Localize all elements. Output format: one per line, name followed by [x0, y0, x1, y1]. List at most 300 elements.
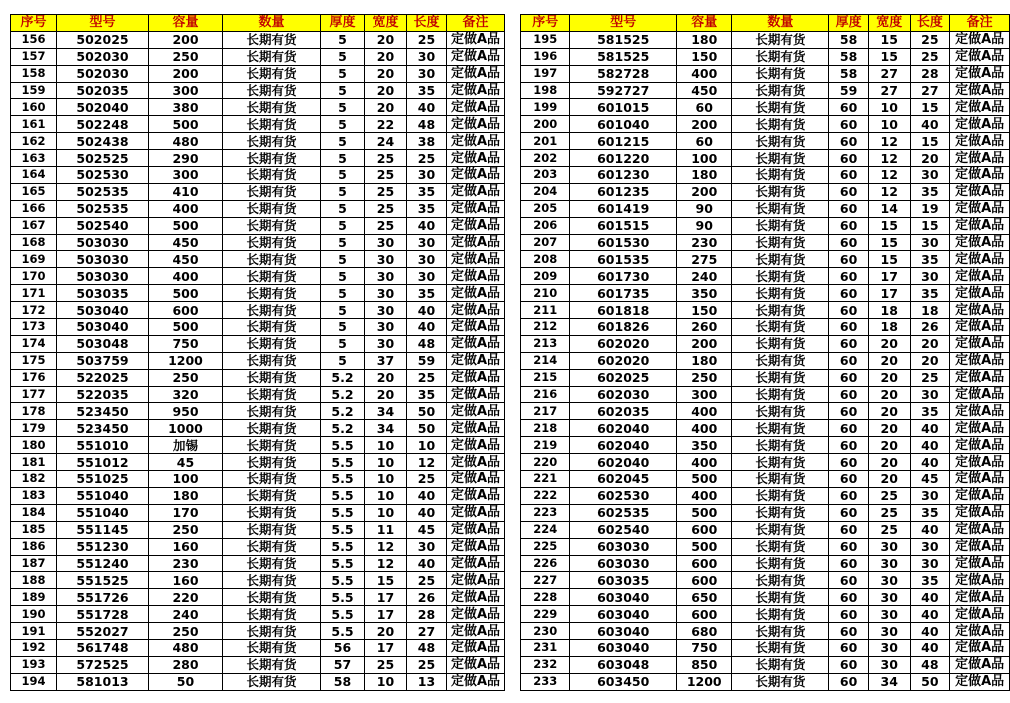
cell-quantity: 长期有货: [223, 639, 321, 656]
cell-seq: 220: [521, 454, 570, 471]
cell-thickness: 57: [321, 656, 365, 673]
cell-seq: 224: [521, 521, 570, 538]
cell-quantity: 长期有货: [223, 82, 321, 99]
cell-width: 15: [868, 31, 910, 48]
cell-thickness: 5.5: [321, 572, 365, 589]
header-row: [521, 15, 1010, 32]
cell-note: 定做A品: [447, 589, 505, 606]
cell-seq: 172: [11, 302, 57, 319]
cell-quantity: 长期有货: [732, 285, 829, 302]
cell-width: 20: [365, 386, 407, 403]
cell-length: 12: [407, 454, 447, 471]
cell-note: 定做A品: [950, 116, 1010, 133]
cell-note: 定做A品: [447, 386, 505, 403]
cell-thickness: 5: [321, 99, 365, 116]
cell-length: 15: [910, 99, 950, 116]
cell-note: 定做A品: [447, 673, 505, 690]
cell-thickness: 60: [829, 302, 869, 319]
cell-model: 601040: [570, 116, 677, 133]
cell-quantity: 长期有货: [732, 555, 829, 572]
cell-quantity: 长期有货: [732, 82, 829, 99]
cell-quantity: 长期有货: [732, 116, 829, 133]
cell-length: 35: [910, 285, 950, 302]
cell-width: 24: [365, 133, 407, 150]
cell-width: 25: [868, 487, 910, 504]
cell-model: 602025: [570, 369, 677, 386]
cell-quantity: 长期有货: [732, 639, 829, 656]
table-row: [521, 538, 1010, 555]
cell-model: 551040: [57, 487, 149, 504]
table-row: [11, 369, 505, 386]
cell-note: 定做A品: [950, 82, 1010, 99]
cell-quantity: 长期有货: [223, 606, 321, 623]
cell-width: 20: [868, 420, 910, 437]
cell-model: 551240: [57, 555, 149, 572]
cell-length: 20: [910, 352, 950, 369]
cell-length: 40: [910, 454, 950, 471]
cell-capacity: 加锡: [149, 437, 223, 454]
cell-length: 40: [407, 302, 447, 319]
cell-length: 48: [407, 116, 447, 133]
cell-note: 定做A品: [950, 639, 1010, 656]
cell-capacity: 240: [149, 606, 223, 623]
cell-capacity: 400: [149, 268, 223, 285]
cell-thickness: 5: [321, 133, 365, 150]
cell-width: 15: [868, 251, 910, 268]
cell-seq: 218: [521, 420, 570, 437]
table-row: [521, 335, 1010, 352]
cell-note: 定做A品: [950, 572, 1010, 589]
cell-quantity: 长期有货: [732, 504, 829, 521]
cell-length: 35: [910, 251, 950, 268]
cell-seq: 217: [521, 403, 570, 420]
cell-model: 561748: [57, 639, 149, 656]
cell-seq: 161: [11, 116, 57, 133]
cell-thickness: 60: [829, 572, 869, 589]
cell-capacity: 275: [677, 251, 732, 268]
cell-length: 35: [910, 403, 950, 420]
cell-width: 10: [365, 487, 407, 504]
cell-width: 12: [868, 150, 910, 167]
table-row: [521, 386, 1010, 403]
cell-width: 17: [868, 268, 910, 285]
cell-capacity: 300: [677, 386, 732, 403]
cell-length: 30: [910, 538, 950, 555]
cell-thickness: 5: [321, 31, 365, 48]
cell-length: 30: [910, 167, 950, 184]
cell-width: 17: [365, 606, 407, 623]
cell-capacity: 1200: [149, 352, 223, 369]
cell-model: 502040: [57, 99, 149, 116]
cell-width: 30: [868, 639, 910, 656]
cell-model: 581525: [570, 31, 677, 48]
cell-width: 12: [868, 183, 910, 200]
cell-length: 40: [910, 623, 950, 640]
cell-note: 定做A品: [950, 420, 1010, 437]
cell-seq: 159: [11, 82, 57, 99]
cell-length: 26: [407, 589, 447, 606]
cell-thickness: 60: [829, 606, 869, 623]
cell-quantity: 长期有货: [223, 572, 321, 589]
cell-width: 30: [868, 623, 910, 640]
cell-width: 30: [868, 572, 910, 589]
cell-model: 523450: [57, 420, 149, 437]
cell-thickness: 5: [321, 48, 365, 65]
cell-width: 37: [365, 352, 407, 369]
cell-model: 601730: [570, 268, 677, 285]
cell-model: 602540: [570, 521, 677, 538]
cell-thickness: 60: [829, 538, 869, 555]
cell-width: 20: [365, 369, 407, 386]
cell-width: 20: [365, 99, 407, 116]
cell-width: 27: [868, 82, 910, 99]
cell-thickness: 5: [321, 116, 365, 133]
cell-note: 定做A品: [950, 403, 1010, 420]
cell-capacity: 600: [677, 572, 732, 589]
cell-quantity: 长期有货: [223, 487, 321, 504]
cell-width: 34: [365, 420, 407, 437]
cell-thickness: 5.5: [321, 623, 365, 640]
cell-model: 502035: [57, 82, 149, 99]
cell-thickness: 5: [321, 234, 365, 251]
cell-width: 25: [365, 167, 407, 184]
cell-capacity: 230: [149, 555, 223, 572]
cell-quantity: 长期有货: [732, 200, 829, 217]
cell-thickness: 5.5: [321, 471, 365, 488]
cell-capacity: 500: [677, 504, 732, 521]
cell-note: 定做A品: [447, 234, 505, 251]
cell-width: 18: [868, 319, 910, 336]
cell-seq: 228: [521, 589, 570, 606]
cell-width: 30: [365, 268, 407, 285]
cell-note: 定做A品: [950, 319, 1010, 336]
cell-note: 定做A品: [950, 369, 1010, 386]
cell-note: 定做A品: [950, 555, 1010, 572]
left-table: [10, 14, 505, 691]
cell-capacity: 60: [677, 99, 732, 116]
cell-width: 30: [365, 285, 407, 302]
table-row: [11, 572, 505, 589]
cell-thickness: 60: [829, 386, 869, 403]
cell-model: 551728: [57, 606, 149, 623]
cell-model: 551025: [57, 471, 149, 488]
cell-seq: 176: [11, 369, 57, 386]
cell-note: 定做A品: [447, 319, 505, 336]
cell-capacity: 850: [677, 656, 732, 673]
cell-seq: 180: [11, 437, 57, 454]
cell-model: 503030: [57, 268, 149, 285]
cell-note: 定做A品: [447, 572, 505, 589]
cell-capacity: 400: [677, 487, 732, 504]
cell-seq: 219: [521, 437, 570, 454]
cell-length: 25: [407, 369, 447, 386]
cell-note: 定做A品: [950, 352, 1010, 369]
table-row: [11, 437, 505, 454]
cell-length: 40: [910, 420, 950, 437]
table-row: [521, 217, 1010, 234]
cell-thickness: 60: [829, 251, 869, 268]
cell-quantity: 长期有货: [223, 217, 321, 234]
cell-width: 34: [365, 403, 407, 420]
cell-quantity: 长期有货: [732, 521, 829, 538]
cell-note: 定做A品: [447, 200, 505, 217]
cell-width: 20: [868, 454, 910, 471]
cell-width: 18: [868, 302, 910, 319]
cell-quantity: 长期有货: [732, 31, 829, 48]
cell-width: 10: [365, 471, 407, 488]
cell-seq: 175: [11, 352, 57, 369]
cell-quantity: 长期有货: [732, 319, 829, 336]
cell-capacity: 170: [149, 504, 223, 521]
cell-length: 19: [910, 200, 950, 217]
cell-seq: 192: [11, 639, 57, 656]
cell-width: 25: [365, 200, 407, 217]
cell-model: 551040: [57, 504, 149, 521]
cell-thickness: 5.2: [321, 420, 365, 437]
cell-note: 定做A品: [950, 167, 1010, 184]
cell-length: 35: [910, 183, 950, 200]
cell-capacity: 60: [677, 133, 732, 150]
cell-capacity: 480: [149, 133, 223, 150]
cell-capacity: 180: [677, 167, 732, 184]
cell-thickness: 5.5: [321, 437, 365, 454]
cell-capacity: 250: [149, 369, 223, 386]
cell-capacity: 450: [149, 234, 223, 251]
table-row: [11, 31, 505, 48]
table-row: [521, 606, 1010, 623]
cell-note: 定做A品: [447, 82, 505, 99]
cell-length: 15: [910, 217, 950, 234]
right-sheet: [520, 14, 1010, 691]
table-row: [11, 133, 505, 150]
cell-note: 定做A品: [950, 133, 1010, 150]
table-row: [521, 639, 1010, 656]
cell-length: 48: [407, 639, 447, 656]
table-body: [521, 31, 1010, 690]
table-row: [11, 487, 505, 504]
cell-note: 定做A品: [950, 437, 1010, 454]
cell-width: 11: [365, 521, 407, 538]
cell-width: 10: [365, 437, 407, 454]
cell-quantity: 长期有货: [223, 623, 321, 640]
cell-capacity: 300: [149, 82, 223, 99]
cell-seq: 233: [521, 673, 570, 690]
cell-thickness: 5.5: [321, 555, 365, 572]
table-row: [11, 48, 505, 65]
cell-width: 15: [365, 572, 407, 589]
cell-width: 20: [365, 48, 407, 65]
cell-capacity: 50: [149, 673, 223, 690]
cell-capacity: 320: [149, 386, 223, 403]
cell-model: 522035: [57, 386, 149, 403]
cell-thickness: 60: [829, 673, 869, 690]
cell-seq: 212: [521, 319, 570, 336]
cell-width: 25: [365, 656, 407, 673]
cell-model: 581013: [57, 673, 149, 690]
cell-quantity: 长期有货: [223, 504, 321, 521]
cell-quantity: 长期有货: [223, 65, 321, 82]
cell-thickness: 5.5: [321, 521, 365, 538]
cell-model: 602535: [570, 504, 677, 521]
cell-capacity: 450: [149, 251, 223, 268]
cell-seq: 186: [11, 538, 57, 555]
cell-seq: 179: [11, 420, 57, 437]
cell-thickness: 60: [829, 369, 869, 386]
cell-model: 551010: [57, 437, 149, 454]
cell-width: 20: [868, 369, 910, 386]
cell-seq: 178: [11, 403, 57, 420]
cell-width: 22: [365, 116, 407, 133]
table-row: [521, 167, 1010, 184]
cell-note: 定做A品: [950, 386, 1010, 403]
cell-capacity: 180: [677, 31, 732, 48]
table-row: [11, 623, 505, 640]
cell-thickness: 60: [829, 656, 869, 673]
cell-seq: 183: [11, 487, 57, 504]
table-row: [11, 352, 505, 369]
table-row: [521, 521, 1010, 538]
cell-capacity: 280: [149, 656, 223, 673]
cell-length: 30: [910, 555, 950, 572]
cell-note: 定做A品: [950, 99, 1010, 116]
cell-width: 17: [365, 639, 407, 656]
cell-width: 30: [868, 606, 910, 623]
cell-model: 601826: [570, 319, 677, 336]
cell-capacity: 90: [677, 217, 732, 234]
cell-length: 40: [910, 521, 950, 538]
cell-thickness: 5.5: [321, 606, 365, 623]
table-row: [11, 183, 505, 200]
cell-thickness: 5: [321, 65, 365, 82]
cell-length: 35: [407, 183, 447, 200]
cell-seq: 164: [11, 167, 57, 184]
cell-width: 14: [868, 200, 910, 217]
cell-quantity: 长期有货: [223, 369, 321, 386]
cell-note: 定做A品: [447, 65, 505, 82]
table-row: [521, 572, 1010, 589]
cell-note: 定做A品: [447, 369, 505, 386]
cell-quantity: 长期有货: [223, 352, 321, 369]
cell-capacity: 500: [677, 471, 732, 488]
cell-capacity: 950: [149, 403, 223, 420]
cell-capacity: 230: [677, 234, 732, 251]
cell-capacity: 410: [149, 183, 223, 200]
cell-thickness: 60: [829, 589, 869, 606]
cell-length: 25: [407, 572, 447, 589]
cell-thickness: 60: [829, 639, 869, 656]
cell-model: 603040: [570, 606, 677, 623]
cell-capacity: 45: [149, 454, 223, 471]
cell-model: 603040: [570, 589, 677, 606]
table-row: [521, 319, 1010, 336]
cell-capacity: 90: [677, 200, 732, 217]
cell-width: 25: [868, 504, 910, 521]
cell-note: 定做A品: [447, 251, 505, 268]
cell-capacity: 600: [677, 521, 732, 538]
cell-thickness: 5: [321, 183, 365, 200]
cell-model: 601419: [570, 200, 677, 217]
cell-width: 34: [868, 673, 910, 690]
cell-model: 601215: [570, 133, 677, 150]
cell-note: 定做A品: [447, 335, 505, 352]
cell-thickness: 58: [829, 65, 869, 82]
table-row: [11, 285, 505, 302]
table-row: [521, 420, 1010, 437]
cell-thickness: 58: [829, 48, 869, 65]
cell-width: 20: [868, 386, 910, 403]
cell-capacity: 1000: [149, 420, 223, 437]
cell-quantity: 长期有货: [732, 48, 829, 65]
header-seq: 序号: [11, 15, 57, 32]
cell-length: 30: [407, 48, 447, 65]
cell-seq: 231: [521, 639, 570, 656]
cell-quantity: 长期有货: [732, 183, 829, 200]
cell-length: 40: [910, 589, 950, 606]
cell-length: 40: [407, 319, 447, 336]
cell-thickness: 5.2: [321, 403, 365, 420]
cell-length: 30: [910, 386, 950, 403]
cell-model: 602040: [570, 437, 677, 454]
cell-capacity: 240: [677, 268, 732, 285]
cell-width: 17: [868, 285, 910, 302]
cell-model: 601818: [570, 302, 677, 319]
cell-thickness: 5: [321, 150, 365, 167]
header-note: 备注: [447, 15, 505, 32]
cell-thickness: 59: [829, 82, 869, 99]
cell-capacity: 160: [149, 538, 223, 555]
table-row: [11, 82, 505, 99]
table-row: [521, 656, 1010, 673]
cell-model: 601530: [570, 234, 677, 251]
cell-length: 10: [407, 437, 447, 454]
cell-length: 25: [407, 471, 447, 488]
cell-seq: 157: [11, 48, 57, 65]
table-row: [521, 133, 1010, 150]
cell-length: 30: [407, 251, 447, 268]
cell-length: 25: [407, 150, 447, 167]
header-capacity: 容量: [677, 15, 732, 32]
cell-capacity: 160: [149, 572, 223, 589]
cell-model: 582728: [570, 65, 677, 82]
table-row: [11, 268, 505, 285]
cell-thickness: 60: [829, 99, 869, 116]
cell-width: 12: [365, 538, 407, 555]
cell-quantity: 长期有货: [732, 167, 829, 184]
cell-quantity: 长期有货: [223, 31, 321, 48]
cell-capacity: 680: [677, 623, 732, 640]
cell-width: 15: [868, 48, 910, 65]
cell-quantity: 长期有货: [223, 454, 321, 471]
cell-quantity: 长期有货: [223, 673, 321, 690]
cell-width: 20: [365, 65, 407, 82]
cell-note: 定做A品: [950, 200, 1010, 217]
cell-width: 10: [365, 673, 407, 690]
table-row: [11, 639, 505, 656]
cell-model: 503048: [57, 335, 149, 352]
cell-width: 17: [365, 589, 407, 606]
table-row: [521, 116, 1010, 133]
cell-length: 35: [910, 504, 950, 521]
cell-capacity: 150: [677, 48, 732, 65]
cell-model: 551145: [57, 521, 149, 538]
cell-note: 定做A品: [447, 454, 505, 471]
header-length: 长度: [910, 15, 950, 32]
cell-quantity: 长期有货: [732, 538, 829, 555]
cell-length: 30: [407, 538, 447, 555]
cell-thickness: 60: [829, 521, 869, 538]
table-row: [11, 504, 505, 521]
cell-model: 502535: [57, 200, 149, 217]
